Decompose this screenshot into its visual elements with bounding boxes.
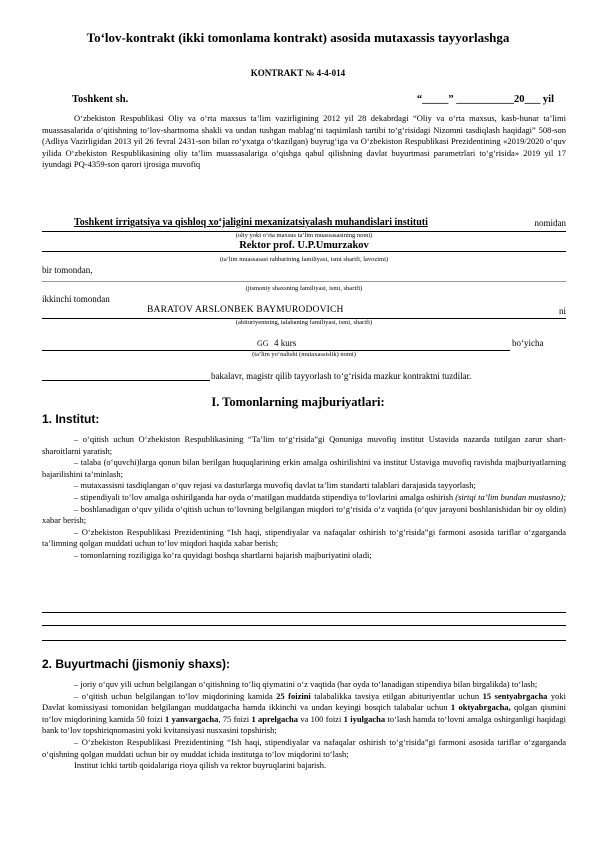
institute-suffix: nomidan: [534, 218, 566, 228]
preamble: O‘zbekiston Respublikasi Oliy va o‘rta maxsus ta’lim vazirligining 2012 yil 28 dekabrdagi “Oliy va o‘rta maxsus, kasb-hunar ta’limi muassasalarida o‘qitishning to‘lov-shartnoma shakli va undan tushgan mablag‘ni taqsimlash tartibi to‘g‘risidagi Nizomni tasdiqlash haqidagi” 508-son (Adliya Vazirligidan 2013 yil 26 fevral 2431-son bilan ro‘yxatga o‘tkazilgan) buyrug‘iga va O‘zbekiston Respublikasi Prezidentining «2019/2020 o‘quv yilida O‘zbekiston Respublikasining oliy ta’lim muassasalariga o‘qishga qabul qilishning davlat buyurtmasi parametrlari to‘g‘risida» 2019 yil 17 iyundagi PQ-4359-son qarori ijrosiga muvofiq: [42, 113, 566, 170]
list-item: – stipendiyali to‘lov amalga oshirilganda har oyda o‘rnatilgan muddatda stipendiya to‘lovlarini amalga oshirish (sirtqi ta’lim bundan mustasno);: [74, 491, 566, 502]
payer-note: (jismoniy shaxsning familiyasi, ismi, sharifi): [245, 285, 363, 292]
list-item: – o‘qitish uchun belgilangan to‘lov miqdorining kamida 25 foizini talabalikka tavsiya etilgan abituriyentlar uchun 15 sentyabrgacha yoki Davlat komissiyasi tomonidan belgilangan muddatgacha hamda ikkinchi va undan keyingi bosqich talabalar uchun 1 oktyabrgacha, qolgan qismini to‘lov miqdorining kamida 50 foizi 1 yanvargacha, 75 foizi 1 aprelgacha va 100 foizi 1 iyulgacha to‘lash hamda to‘lovni amalga oshirganligi haqidagi bank to‘lov topshiriqnomasini yoki kvitansiyasi nusxasini topshirish;: [42, 690, 567, 736]
course-prefix: GG: [257, 339, 269, 348]
institute-name: Toshkent irrigatsiya va qishloq xo‘jaligini mexanizatsiyalash muhandislari instituti: [74, 217, 428, 228]
section1-list: [42, 434, 566, 562]
student-suffix: ni: [558, 306, 566, 316]
blank-line: [42, 612, 566, 613]
rector-note: (ta’lim muassasasi rahbarining familiyasi, ismi sharifi, lavozimi): [219, 256, 389, 263]
payer-line: [42, 281, 566, 282]
course: 4 kurs: [274, 338, 297, 348]
degree-line: [42, 380, 210, 381]
institute-note: (oliy yoki o‘rta maxsus ta’lim muassasasining nomi): [235, 232, 373, 239]
blank-line: [42, 640, 566, 641]
list-item: – mutaxassisni tasdiqlangan o‘quv rejasi va dasturlarga muvofiq davlat ta’lim standarti talablari darajasida tayyorlash;: [74, 480, 476, 491]
contract-date: “_____” ___________20___ yil: [416, 94, 554, 105]
contract-number: KONTRAKT № 4-4-014: [250, 68, 346, 78]
blank-line: [42, 625, 566, 626]
list-item: – talaba (o‘quvchi)larga qonun bilan berilgan huquqlarining erkin amalga oshirilishini va institut Ustaviga muvofiq ravishda majburiyatlarning bajarilishini ta’minlash;: [42, 457, 566, 479]
student-note: (abituriyentning, talabaning familiyasi, ismi, sharifi): [235, 319, 373, 326]
list-item: – O‘zbekiston Respublikasi Prezidentining “Ish haqi, stipendiyalar va nafaqalar oshirish to‘g‘risida”gi farmoni asosida tariflar o‘zgarganda ta’limning qolgan muddati uchun to‘lov miqdori haqida xabar berish;: [42, 526, 566, 549]
section1-heading: 1. Institut:: [42, 412, 100, 426]
course-note: (ta’lim yo‘nalishi (mutaxassislik) nomi): [252, 351, 356, 358]
course-line: [42, 338, 510, 351]
list-item: – O‘zbekiston Respublikasi Prezidentining “Ish haqi, stipendiyalar va nafaqalar oshirish to‘g‘risida”gi farmoni asosida tariflar o‘zgarganda o‘qishning qolgan muddati uchun bir oy muddat ichida institutga to‘lov miqdorini to‘lash;: [42, 736, 566, 759]
list-item: Institut ichki tartib qoidalariga rioya qilish va rektor buyruqlarini bajarish.: [74, 760, 327, 771]
institute-line: [42, 217, 566, 232]
course-suffix: bo‘yicha: [512, 338, 544, 348]
city: Toshkent sh.: [72, 94, 129, 105]
list-item: – joriy o‘quv yili uchun belgilangan o‘qitishning to‘liq qiymatini o‘z vaqtida (har oyda to‘lanadigan stipendiya bilan birgalikda) to‘lash;: [74, 679, 538, 689]
one-side: bir tomondan,: [42, 265, 93, 275]
list-item: – o‘qitish uchun O‘zbekiston Respublikasining “Ta’lim to‘g‘risida”gi Qonuniga muvofiq institut Ustavida nazarda tutilgan zarur shart-sharoitlarni yaratish;: [42, 434, 566, 456]
section2-heading: 2. Buyurtmachi (jismoniy shaxs):: [42, 657, 231, 671]
obligations-heading: I. Tomonlarning majburiyatlari:: [211, 395, 385, 409]
student-line: [42, 305, 566, 319]
list-item: – tomonlarning roziligiga ko‘ra quyidagi boshqa shartlarni bajarish majburiyatini oladi;: [74, 549, 372, 560]
closing: bakalavr, magistr qilib tayyorlash to‘g‘risida mazkur kontraktni tuzdilar.: [211, 371, 472, 381]
rector: Rektor prof. U.P.Umurzakov: [42, 240, 566, 252]
list-item: – boshlanadigan o‘quv yilida o‘qitish uchun to‘lovning belgilangan miqdori to‘g‘risida o‘z vaqtida (o‘quv jarayoni boshlanishidan bir oy oldin) xabar berish;: [42, 503, 566, 526]
contract-title: To‘lov-kontrakt (ikki tomonlama kontrakt) asosida mutaxassis tayyorlashga: [86, 30, 510, 45]
student-name: BARATOV ARSLONBEK BAYMURODOVICH: [147, 305, 344, 315]
section2-list: [42, 679, 566, 772]
second-side: ikkinchi tomondan: [42, 294, 110, 304]
